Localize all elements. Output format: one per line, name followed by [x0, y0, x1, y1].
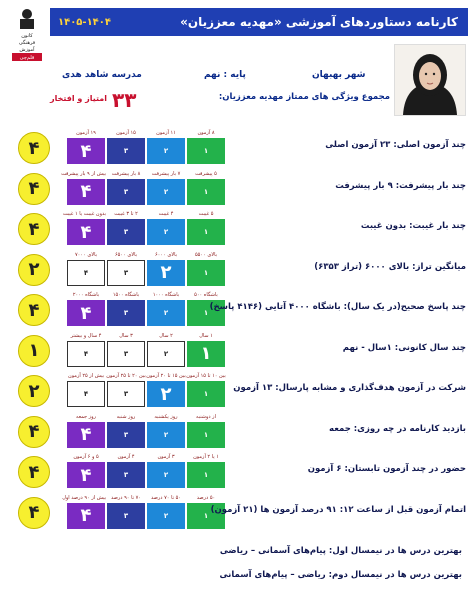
level-cell: ۴: [67, 260, 105, 286]
achievement-question: بازدید کارنامه در چه روزی: جمعه: [329, 423, 466, 434]
level-threshold-label: ۳ سال: [119, 332, 133, 339]
achievement-question: چند آزمون اصلی: ۲۳ آزمون اصلی: [325, 140, 466, 150]
level-cell: ۲: [147, 300, 185, 326]
achievement-question: چند پاسخ صحیح(در یک سال): باشگاه ۴۰۰۰ آتایی (۴۱۴۶ پاسخ): [209, 302, 466, 312]
score-badge: ۴: [18, 456, 50, 488]
level-threshold-label: باشگاه ۲۰۰۰: [72, 292, 100, 298]
level-cell: ۱: [187, 422, 225, 448]
level-scale: [66, 414, 228, 456]
level-threshold-label: ۴ غیبت: [158, 211, 174, 217]
svg-text:کانون: کانون: [21, 33, 33, 39]
achievement-row: [0, 414, 476, 456]
level-cell: ۳: [107, 219, 145, 245]
report-title: کارنامه دستاوردهای آموزشی «مهدیه معززیان»: [180, 15, 458, 29]
score-badge: ۴: [18, 132, 50, 164]
level-scale: [66, 130, 228, 172]
level-cell: ۱: [187, 219, 225, 245]
level-threshold-label: بین ۲۰ تا ۲۵ آزمون: [106, 373, 146, 379]
student-avatar-icon: [395, 45, 465, 115]
level-cell: ۳: [107, 503, 145, 529]
level-threshold-label: ۵۰ تا ۷۰ درصد: [151, 494, 181, 501]
level-cell: ۱: [187, 179, 225, 205]
level-scale: [66, 454, 228, 496]
level-cell: ۳: [107, 462, 145, 488]
achievement-row: [0, 373, 476, 415]
level-cell: ۱: [187, 503, 225, 529]
achievement-question: چند بار پیشرفت: ۹ بار پیشرفت: [335, 180, 466, 191]
academic-year: ۱۴۰۵-۱۴۰۴: [58, 16, 111, 28]
level-threshold-label: ۴ آزمون: [117, 454, 135, 460]
score-badge: ۴: [18, 416, 50, 448]
level-cell: ۳: [107, 260, 145, 286]
student-photo: [394, 44, 466, 116]
level-cell: ۱: [187, 462, 225, 488]
achievement-row: [0, 211, 476, 253]
achievement-row: [0, 171, 476, 213]
level-cell: ۲: [147, 219, 185, 245]
level-cell: ۱: [187, 341, 225, 367]
level-threshold-label: ۸ بار پیشرفت: [111, 170, 141, 177]
level-threshold-label: روز جمعه: [76, 413, 96, 420]
level-threshold-label: بدون غیبت یا ۱ غیبت: [62, 211, 106, 217]
level-cell: ۲: [147, 179, 185, 205]
score-badge: ۱: [18, 335, 50, 367]
best-subjects-term2: بهترین درس ها در نیمسال دوم: ریاضی – پیام‌های آسمانی: [219, 570, 462, 580]
level-threshold-label: بین ۱۵ تا ۲۰ آزمون: [146, 373, 186, 379]
level-threshold-label: بیش از ۹۰ درصد اول: [62, 494, 106, 501]
total-score: ۳۳: [112, 88, 137, 112]
level-cell: ۴: [67, 462, 105, 488]
achievement-row: [0, 333, 476, 375]
level-scale: [66, 373, 228, 415]
score-label: امتیاز و افتخار: [50, 94, 107, 103]
level-threshold-label: ۴ سال و بیشتر: [70, 332, 102, 339]
kanoon-logo: [8, 6, 46, 62]
level-threshold-label: ۲ سال: [159, 332, 173, 339]
level-threshold-label: بین ۱۰ تا ۱۵ آزمون: [186, 373, 226, 379]
achievement-question: حضور در چند آزمون تابستان: ۶ آزمون: [307, 464, 466, 474]
svg-text:فرهنگی: فرهنگی: [18, 40, 36, 46]
achievement-row: [0, 252, 476, 294]
summary-subtitle: مجموع ویژگی های ممتاز مهدیه معززیان:: [218, 92, 390, 102]
level-cell: ۱: [187, 300, 225, 326]
level-cell: ۱: [187, 138, 225, 164]
level-cell: ۴: [67, 219, 105, 245]
level-threshold-label: بالای ۶۰۰۰: [154, 251, 178, 258]
achievement-row: [0, 454, 476, 496]
level-threshold-label: ۱۵ آزمون: [116, 130, 136, 136]
level-cell: ۲: [147, 422, 185, 448]
score-badge: ۴: [18, 497, 50, 529]
level-cell: ۳: [107, 341, 145, 367]
achievement-question: چند سال کانونی: ۱سال - نهم: [342, 342, 466, 353]
level-threshold-label: بالای ۷۰۰۰: [74, 251, 98, 258]
score-badge: ۴: [18, 294, 50, 326]
level-cell: ۴: [67, 381, 105, 407]
student-school: مدرسه شاهد هدی: [62, 70, 142, 80]
level-threshold-label: ۵ و ۶ آزمون: [73, 454, 99, 460]
level-threshold-label: بالای ۵۵۰۰: [194, 251, 218, 258]
level-threshold-label: روز شنبه: [116, 413, 136, 420]
best-subjects-term1: بهترین درس ها در نیمسال اول: پیام‌های آسمانی – ریاضی: [219, 546, 462, 556]
level-threshold-label: بیش از ۲۵ آزمون: [68, 373, 104, 379]
level-cell: ۳: [107, 138, 145, 164]
level-cell: ۲: [147, 260, 185, 286]
student-city: شهر بهبهان: [312, 70, 366, 80]
level-scale: [61, 170, 228, 213]
level-scale: [66, 292, 228, 334]
level-scale: [66, 252, 228, 294]
level-cell: ۴: [67, 503, 105, 529]
level-cell: ۲: [147, 381, 185, 407]
level-cell: ۴: [67, 138, 105, 164]
level-threshold-label: ۵ پیشرفت: [195, 170, 217, 177]
level-threshold-label: ۸ آزمون: [197, 130, 215, 136]
level-threshold-label: ۱ سال: [199, 332, 213, 339]
level-threshold-label: بیش از ۹ بار پیشرفت: [61, 170, 106, 177]
achievement-row: [0, 495, 476, 537]
level-cell: ۲: [147, 462, 185, 488]
achievement-row: [0, 292, 476, 334]
level-cell: ۱: [187, 381, 225, 407]
level-scale: [62, 211, 228, 253]
achievement-question: شرکت در آزمون هدف‌گذاری و مشابه پارسال: ۱۳ آزمون: [233, 383, 466, 393]
level-threshold-label: ۱۱ آزمون: [156, 130, 176, 136]
level-cell: ۲: [147, 138, 185, 164]
level-threshold-label: ۱ یا ۲ آزمون: [193, 454, 219, 460]
level-threshold-label: ۲ تا ۳ غیبت: [114, 211, 138, 217]
achievement-question: میانگین تراز: بالای ۶۰۰۰ (تراز ۶۳۵۳): [314, 261, 466, 272]
level-threshold-label: ۳ آزمون: [157, 454, 175, 460]
level-threshold-label: ۷۰ تا ۹۰ درصد: [111, 494, 141, 501]
level-cell: ۴: [67, 300, 105, 326]
achievement-row: [0, 130, 476, 172]
level-cell: ۴: [67, 179, 105, 205]
score-badge: ۲: [18, 254, 50, 286]
level-threshold-label: ۱۹ آزمون: [76, 130, 96, 136]
level-cell: ۳: [107, 422, 145, 448]
level-scale: [66, 333, 228, 375]
achievement-question: چند بار غیبت: بدون غیبت: [360, 221, 466, 231]
level-threshold-label: باشگاه ۱۵۰۰: [112, 292, 140, 298]
level-threshold-label: باشگاه ۵۰۰: [194, 292, 218, 298]
level-cell: ۳: [107, 300, 145, 326]
header-banner: [50, 8, 468, 36]
level-threshold-label: باشگاه ۱۰۰۰: [152, 292, 180, 298]
level-cell: ۲: [147, 341, 185, 367]
student-grade: پایه : نهم: [204, 70, 246, 80]
score-badge: ۴: [18, 173, 50, 205]
level-threshold-label: بالای ۶۵۰۰: [114, 251, 138, 258]
level-threshold-label: ۵۰ درصد: [196, 494, 216, 501]
level-cell: ۲: [147, 503, 185, 529]
level-cell: ۴: [67, 341, 105, 367]
svg-text:آموزش: آموزش: [19, 47, 35, 53]
level-threshold-label: از دوشنبه: [196, 413, 216, 420]
achievement-question: اتمام آزمون قبل از ساعت ۱۲: ۹۱ درصد آزمون ها (۲۱ آزمون): [210, 504, 466, 515]
level-threshold-label: ۵ غیبت: [198, 211, 214, 217]
level-scale: [62, 494, 228, 537]
level-cell: ۳: [107, 381, 145, 407]
level-cell: ۳: [107, 179, 145, 205]
svg-text:قلم‌چی: قلم‌چی: [19, 55, 35, 61]
score-badge: ۴: [18, 213, 50, 245]
level-cell: ۱: [187, 260, 225, 286]
score-badge: ۲: [18, 375, 50, 407]
level-threshold-label: ۷ بار پیشرفت: [151, 170, 181, 177]
level-cell: ۴: [67, 422, 105, 448]
level-threshold-label: روز یکشنبه: [154, 413, 178, 420]
